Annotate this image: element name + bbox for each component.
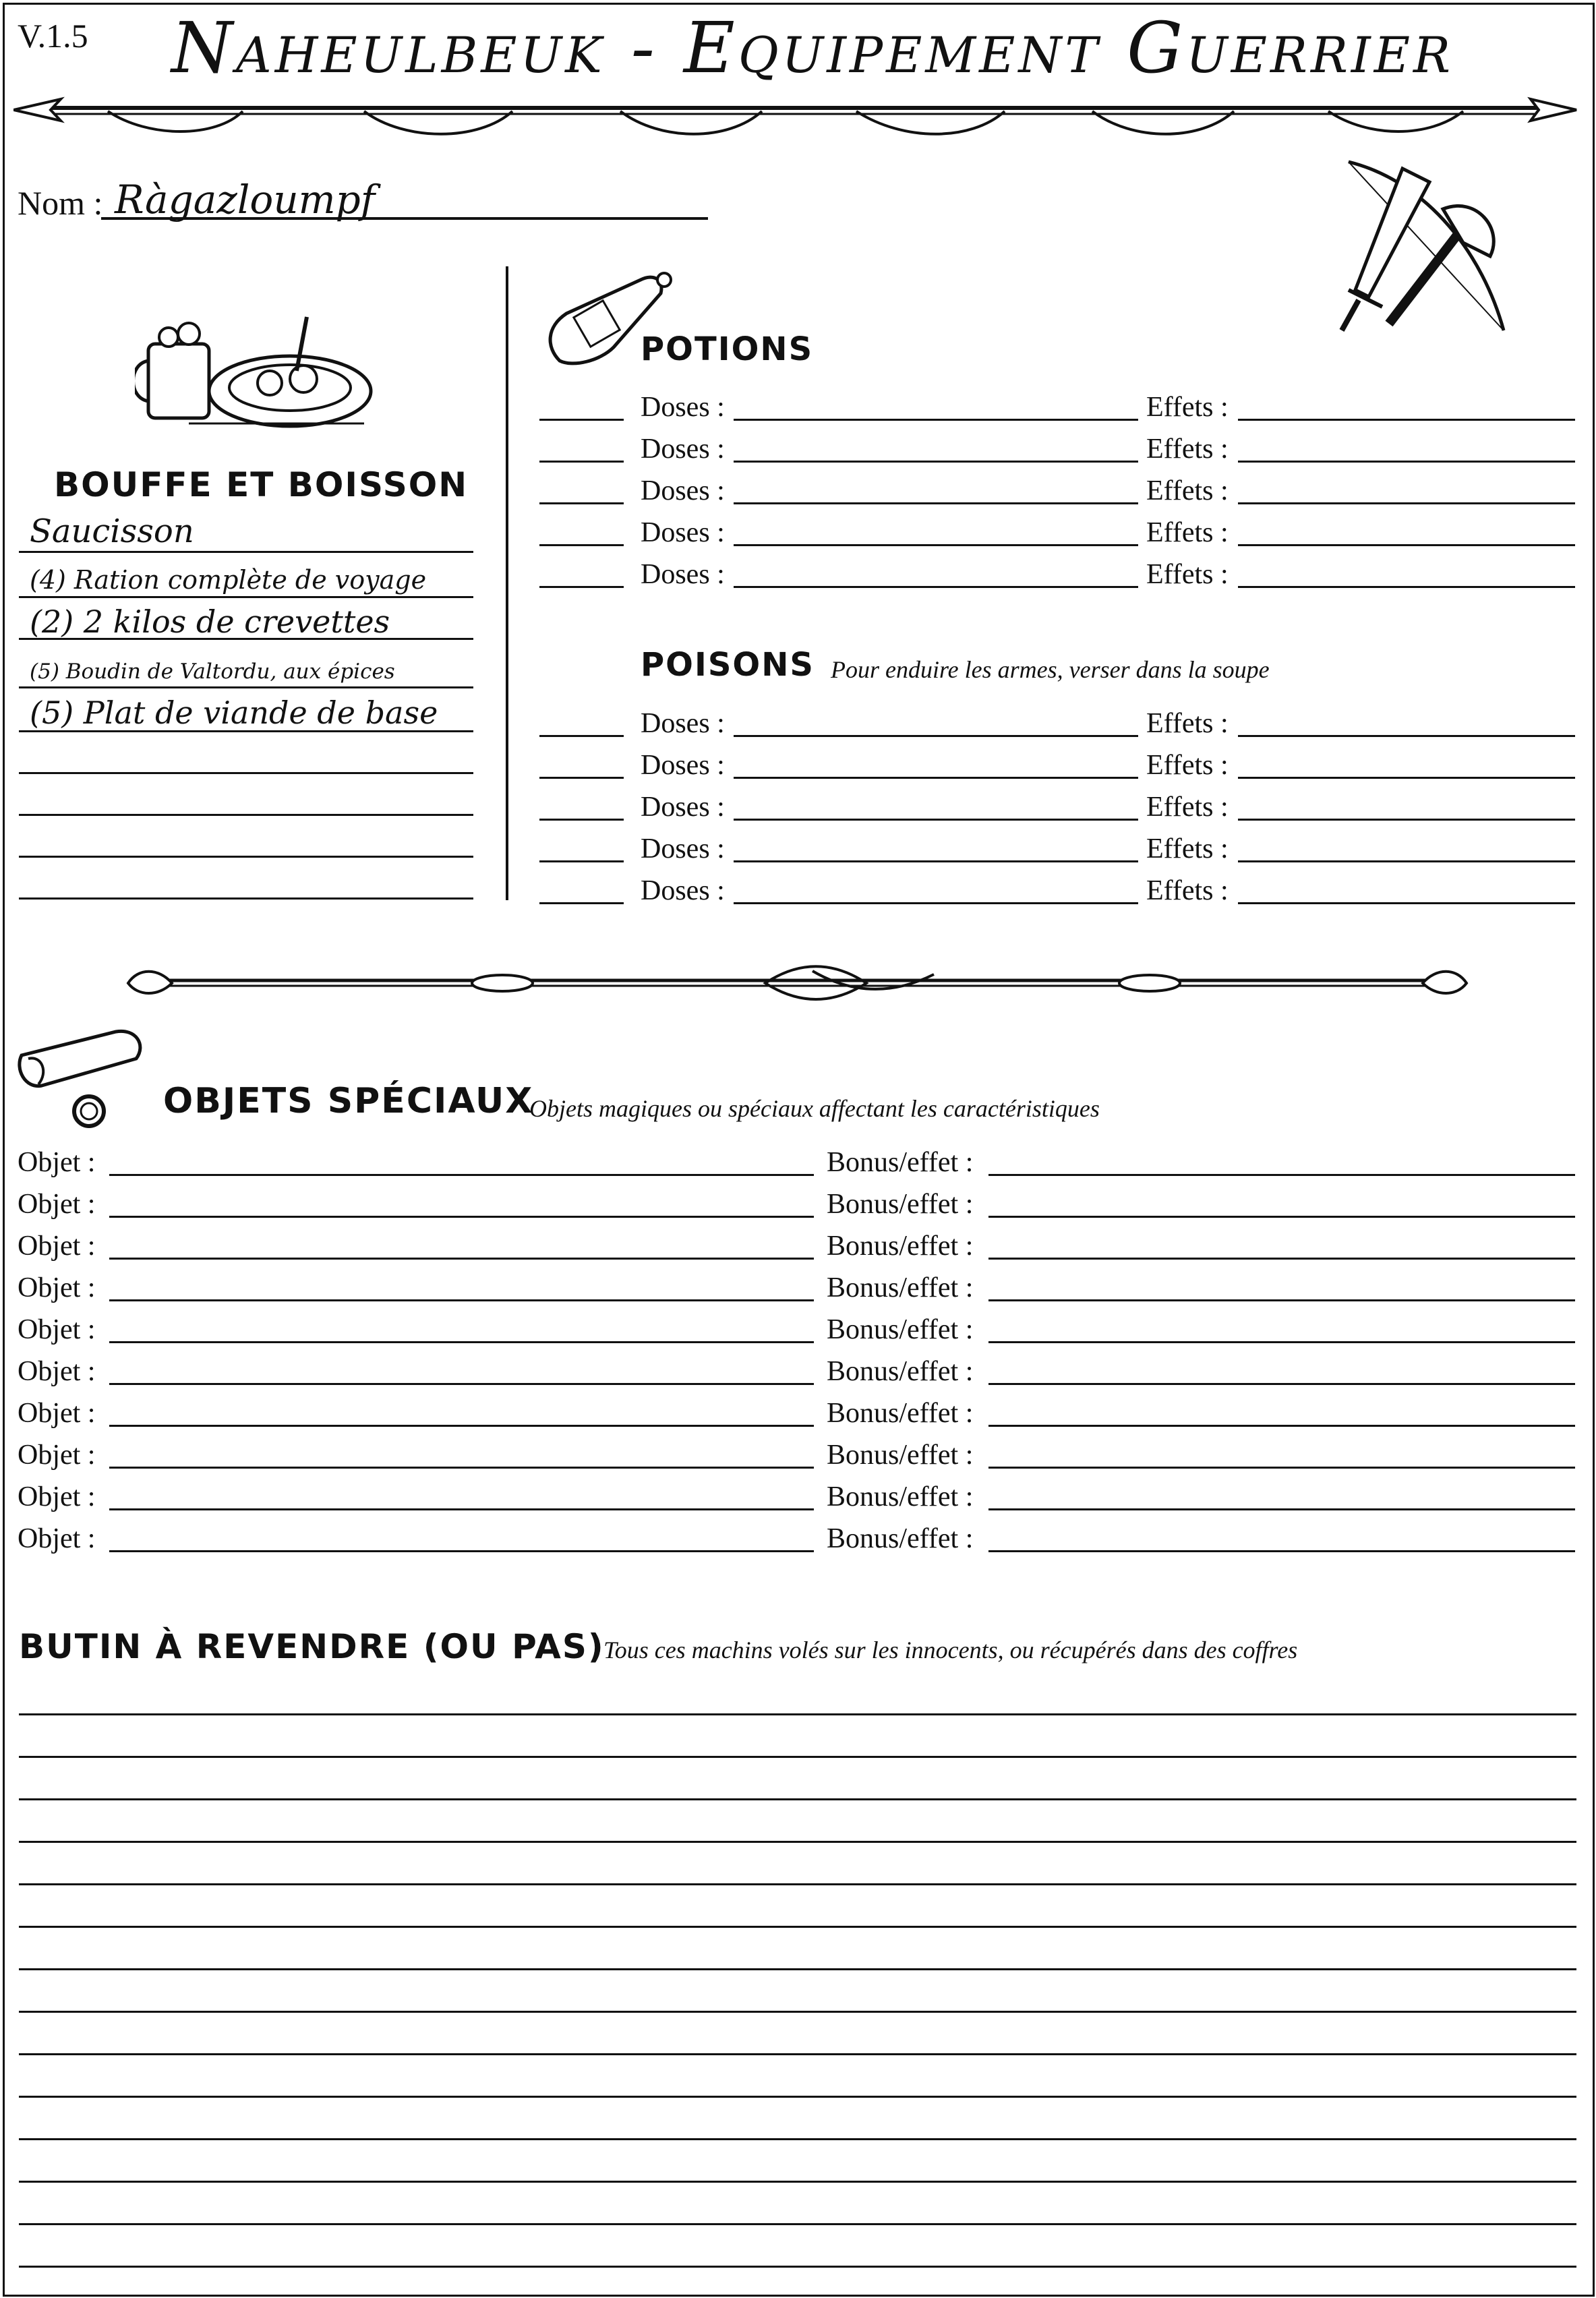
object-field[interactable] [109,1467,814,1469]
object-label: Objet : [18,1523,96,1554]
potion-doses-field[interactable] [734,586,1138,588]
potion-doses-label: Doses : [641,475,725,506]
object-field[interactable] [109,1550,814,1552]
special-subtitle: Objets magiques ou spéciaux affectant les caractéristiques [529,1095,1100,1122]
poison-qty-line[interactable] [539,860,624,862]
poison-doses-label: Doses : [641,792,725,823]
loot-line[interactable] [19,2266,1576,2268]
loot-line[interactable] [19,1968,1576,1970]
bonus-field[interactable] [988,1299,1575,1301]
poison-qty-line[interactable] [539,777,624,779]
object-label: Objet : [18,1398,96,1429]
object-label: Objet : [18,1314,96,1345]
food-item-2[interactable]: (4) Ration complète de voyage [30,565,427,595]
loot-line[interactable] [19,1798,1576,1800]
object-field[interactable] [109,1258,814,1260]
food-line [19,814,473,816]
bonus-label: Bonus/effet : [827,1231,974,1262]
poison-doses-field[interactable] [734,902,1138,904]
potion-effets-label: Effets : [1146,392,1229,423]
poisons-subtitle: Pour enduire les armes, verser dans la soupe [831,656,1270,683]
potion-doses-label: Doses : [641,434,725,465]
object-field[interactable] [109,1216,814,1218]
bonus-label: Bonus/effet : [827,1398,974,1429]
bonus-field[interactable] [988,1216,1575,1218]
food-line [19,551,473,553]
food-item-5[interactable]: (5) Plat de viande de base [30,695,438,731]
bonus-label: Bonus/effet : [827,1523,974,1554]
bonus-field[interactable] [988,1258,1575,1260]
object-label: Objet : [18,1440,96,1471]
object-label: Objet : [18,1272,96,1303]
potion-qty-line[interactable] [539,586,624,588]
poison-effets-field[interactable] [1238,902,1575,904]
potion-doses-field[interactable] [734,461,1138,463]
poison-doses-field[interactable] [734,735,1138,737]
poison-effets-field[interactable] [1238,777,1575,779]
object-field[interactable] [109,1425,814,1427]
poison-doses-label: Doses : [641,833,725,864]
loot-line[interactable] [19,1713,1576,1715]
potions-heading: POTIONS [641,330,814,368]
object-label: Objet : [18,1231,96,1262]
loot-subtitle: Tous ces machins volés sur les innocents, ou récupérés dans des coffres [603,1637,1298,1663]
poison-effets-label: Effets : [1146,875,1229,906]
poison-qty-line[interactable] [539,819,624,821]
object-field[interactable] [109,1383,814,1385]
poisons-heading: POISONS [641,646,815,684]
special-heading: OBJETS SPÉCIAUX [163,1081,534,1121]
bonus-field[interactable] [988,1508,1575,1510]
loot-line[interactable] [19,2181,1576,2183]
potion-effets-label: Effets : [1146,475,1229,506]
loot-line[interactable] [19,1926,1576,1928]
bonus-label: Bonus/effet : [827,1272,974,1303]
poison-doses-label: Doses : [641,708,725,739]
bonus-label: Bonus/effet : [827,1440,974,1471]
poison-effets-label: Effets : [1146,750,1229,781]
potion-effets-label: Effets : [1146,517,1229,548]
loot-line[interactable] [19,2223,1576,2225]
object-label: Objet : [18,1356,96,1387]
potion-doses-label: Doses : [641,392,725,423]
object-field[interactable] [109,1341,814,1343]
poison-effets-field[interactable] [1238,819,1575,821]
loot-heading: BUTIN À REVENDRE (OU PAS) [19,1627,605,1666]
potion-effets-field[interactable] [1238,419,1575,421]
bonus-field[interactable] [988,1383,1575,1385]
bonus-field[interactable] [988,1467,1575,1469]
loot-line[interactable] [19,1756,1576,1758]
bonus-field[interactable] [988,1174,1575,1176]
spear-divider-icon [13,84,1578,145]
name-label: Nom : [18,184,103,222]
food-line [19,856,473,858]
food-line [19,596,473,598]
poison-doses-field[interactable] [734,777,1138,779]
staff-divider-icon [125,958,1470,1005]
poison-effets-label: Effets : [1146,792,1229,823]
food-item-3[interactable]: (2) 2 kilos de crevettes [30,603,390,640]
poison-doses-label: Doses : [641,875,725,906]
object-field[interactable] [109,1174,814,1176]
poison-doses-field[interactable] [734,819,1138,821]
bonus-label: Bonus/effet : [827,1147,974,1178]
food-item-1[interactable]: Saucisson [30,512,194,550]
object-label: Objet : [18,1481,96,1512]
loot-line[interactable] [19,1841,1576,1843]
potion-doses-field[interactable] [734,419,1138,421]
poison-effets-label: Effets : [1146,708,1229,739]
bonus-field[interactable] [988,1550,1575,1552]
food-line [19,686,473,688]
potion-doses-field[interactable] [734,502,1138,504]
version-label: V.1.5 [18,17,88,55]
column-divider [506,266,508,900]
page-title: Naheulbeuk - Equipement Guerrier [171,7,1454,89]
food-plate-icon [135,303,378,438]
bonus-label: Bonus/effet : [827,1189,974,1220]
loot-line[interactable] [19,2138,1576,2140]
potion-qty-line[interactable] [539,461,624,463]
poison-qty-line[interactable] [539,902,624,904]
scroll-ring-icon [15,1025,156,1133]
potion-doses-label: Doses : [641,559,725,590]
loot-line[interactable] [19,2096,1576,2098]
poison-doses-label: Doses : [641,750,725,781]
name-value[interactable]: Ràgazloumpf [115,177,376,223]
potion-qty-line[interactable] [539,544,624,546]
loot-line[interactable] [19,2053,1576,2055]
food-line [19,897,473,900]
food-heading: BOUFFE ET BOISSON [54,465,469,504]
potion-effets-field[interactable] [1238,586,1575,588]
potion-qty-line[interactable] [539,419,624,421]
poison-qty-line[interactable] [539,735,624,737]
poison-effets-field[interactable] [1238,735,1575,737]
loot-line[interactable] [19,1883,1576,1885]
potion-effets-field[interactable] [1238,502,1575,504]
bonus-label: Bonus/effet : [827,1356,974,1387]
object-label: Objet : [18,1147,96,1178]
potion-effets-label: Effets : [1146,434,1229,465]
potion-qty-line[interactable] [539,502,624,504]
poison-effets-field[interactable] [1238,860,1575,862]
potion-effets-field[interactable] [1238,544,1575,546]
food-item-4[interactable]: (5) Boudin de Valtordu, aux épices [30,659,395,684]
food-line [19,730,473,732]
crossed-weapons-icon [1328,155,1524,344]
bonus-label: Bonus/effet : [827,1481,974,1512]
food-line [19,772,473,774]
potion-doses-label: Doses : [641,517,725,548]
loot-line[interactable] [19,2011,1576,2013]
potion-effets-label: Effets : [1146,559,1229,590]
object-field[interactable] [109,1508,814,1510]
object-field[interactable] [109,1299,814,1301]
bonus-field[interactable] [988,1425,1575,1427]
object-label: Objet : [18,1189,96,1220]
poison-doses-field[interactable] [734,860,1138,862]
food-line [19,638,473,640]
potion-doses-field[interactable] [734,544,1138,546]
poison-effets-label: Effets : [1146,833,1229,864]
bonus-label: Bonus/effet : [827,1314,974,1345]
potion-effets-field[interactable] [1238,461,1575,463]
bonus-field[interactable] [988,1341,1575,1343]
